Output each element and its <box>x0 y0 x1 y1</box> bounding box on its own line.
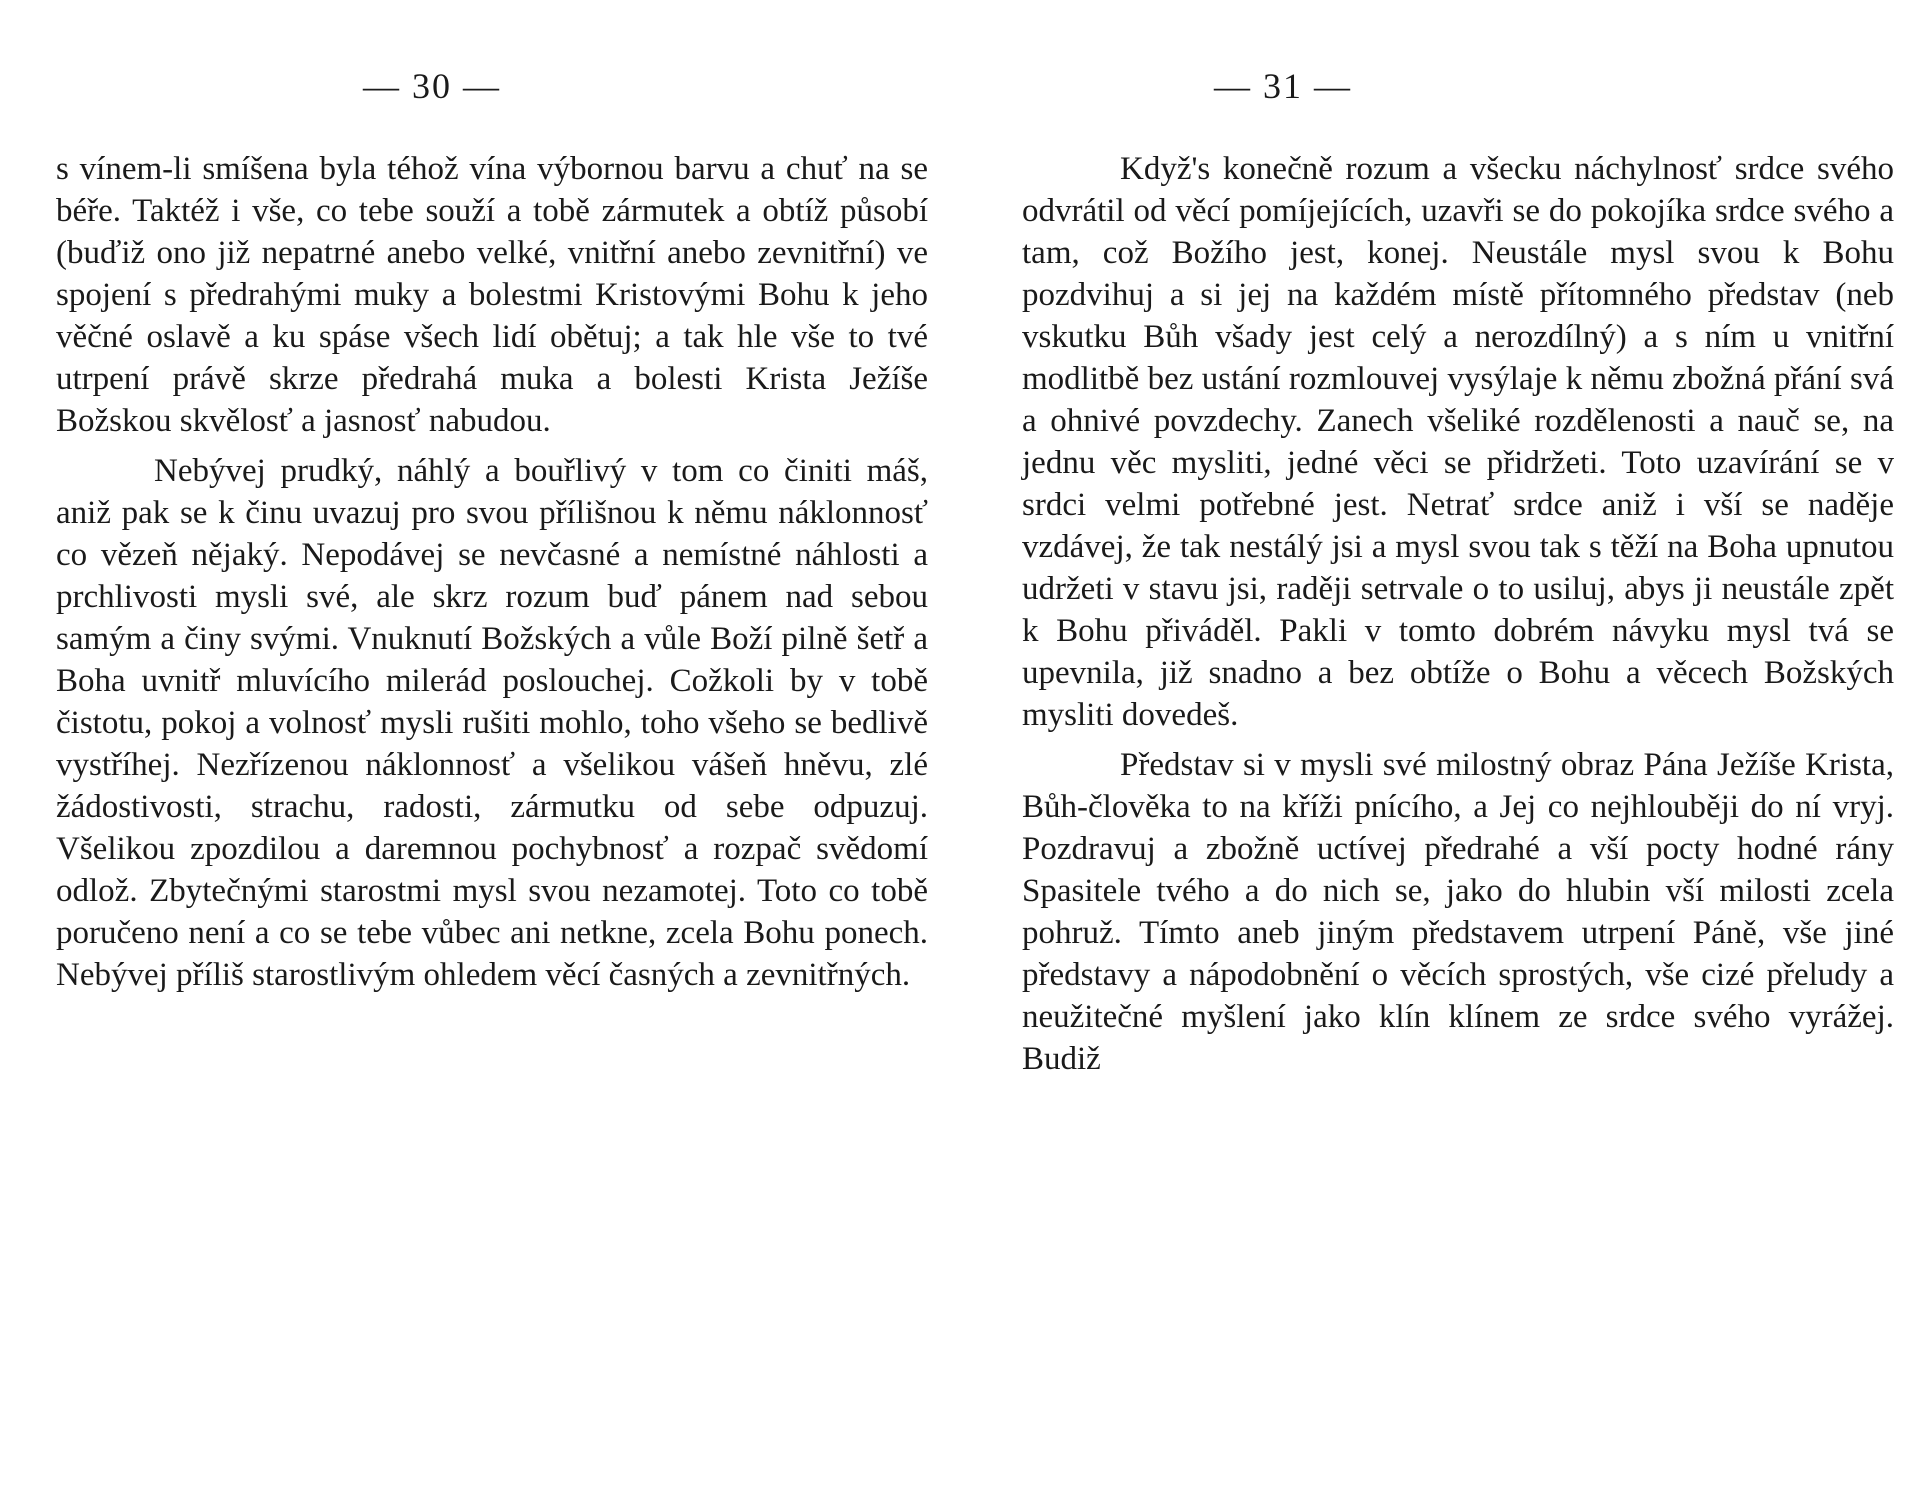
page-number-right: — 31 — <box>1214 66 1352 106</box>
right-paragraph-1: Když's konečně rozum a všecku náchylnosť srdce svého odvrátil od věcí pomíjejících, uzavři se do pokojíka srdce svého a tam, což Božího jest, konej. Neustále mysl svou k Bohu pozdvihuj a si jej na každém místě přítomného představ (neb vskutku Bůh všady jest celý a nerozdílný) a s ním u vnitřní modlitbě bez ustání rozmlouvej vysýlaje k němu zbožná přání svá a ohnivé povzdechy. Zanech všeliké rozdělenosti a nauč se, na jednu věc mysliti, jedné věci se přidržeti. Toto uzavírání se v srdci velmi potřebné jest. Netrať srdce aniž i vší se naděje vzdávej, že tak nestálý jsi a mysl svou tak s těží na Boha upnutou udržeti v stavu jsi, raději setrvale o to usiluj, abys ji neustále zpět k Bohu přiváděl. Pakli v tomto dobrém návyku mysl tvá se upevnila, již snadno a bez obtíže o Bohu a věcech Božských mysliti dovedeš. <box>1022 151 1894 733</box>
right-page <box>1022 0 1894 1500</box>
left-page <box>56 0 928 1500</box>
right-paragraph-2: Představ si v mysli své milostný obraz Pána Ježíše Krista, Bůh-člověka to na kříži pnícího, a Jej co nejhlouběji do ní vryj. Pozdravuj a zbožně uctívej předrahé a vší pocty hodné rány Spasitele tvého a do nich se, jako do hlubin vší milosti zcela pohruž. Tímto aneb jiným představem utrpení Páně, vše jiné představy a nápodobnění o věcích sprostých, vše cizé přeludy a neužitečné myšlení jako klín klínem ze srdce svého vyrážej. Budiž <box>1022 747 1894 1077</box>
right-page-body <box>1022 148 1894 1080</box>
page-number-left: — 30 — <box>363 66 501 106</box>
left-paragraph-2: Nebývej prudký, náhlý a bouřlivý v tom co činiti máš, aniž pak se k činu uvazuj pro svou přílišnou k němu náklonnosť co vězeň nějaký. Nepodávej se nevčasné a nemístné náhlosti a prchlivosti mysli své, ale skrz rozum buď pánem nad sebou samým a činy svými. Vnuknutí Božských a vůle Boží pilně šetř a Boha uvnitř mluvícího milerád poslouchej. Cožkoli by v tobě čistotu, pokoj a volnosť mysli rušiti mohlo, toho všeho se bedlivě vystříhej. Nezřízenou náklonnosť a všelikou vášeň hněvu, zlé žádostivosti, strachu, radosti, zármutku od sebe odpuzuj. Všelikou zpozdilou a daremnou pochybnosť a rozpač svědomí odlož. Zbytečnými starostmi mysl svou nezamotej. Toto co tobě poručeno není a co se tebe vůbec ani netkne, zcela Bohu ponech. Nebývej příliš starostlivým ohledem věcí časných a zevnitřných. <box>56 453 928 993</box>
left-page-body <box>56 148 928 996</box>
left-paragraph-1: s vínem-li smíšena byla téhož vína výbornou barvu a chuť na se béře. Taktéž i vše, co tebe souží a tobě zármutek a obtíž působí (buďiž ono již nepatrné anebo velké, vnitřní anebo zevnitřní) ve spojení s předrahými muky a bolestmi Kristovými Bohu k jeho věčné oslavě a ku spáse všech lidí obětuj; a tak hle vše to tvé utrpení právě skrze předrahá muka a bolesti Krista Ježíše Božskou skvělosť a jasnosť nabudou. <box>56 151 928 439</box>
